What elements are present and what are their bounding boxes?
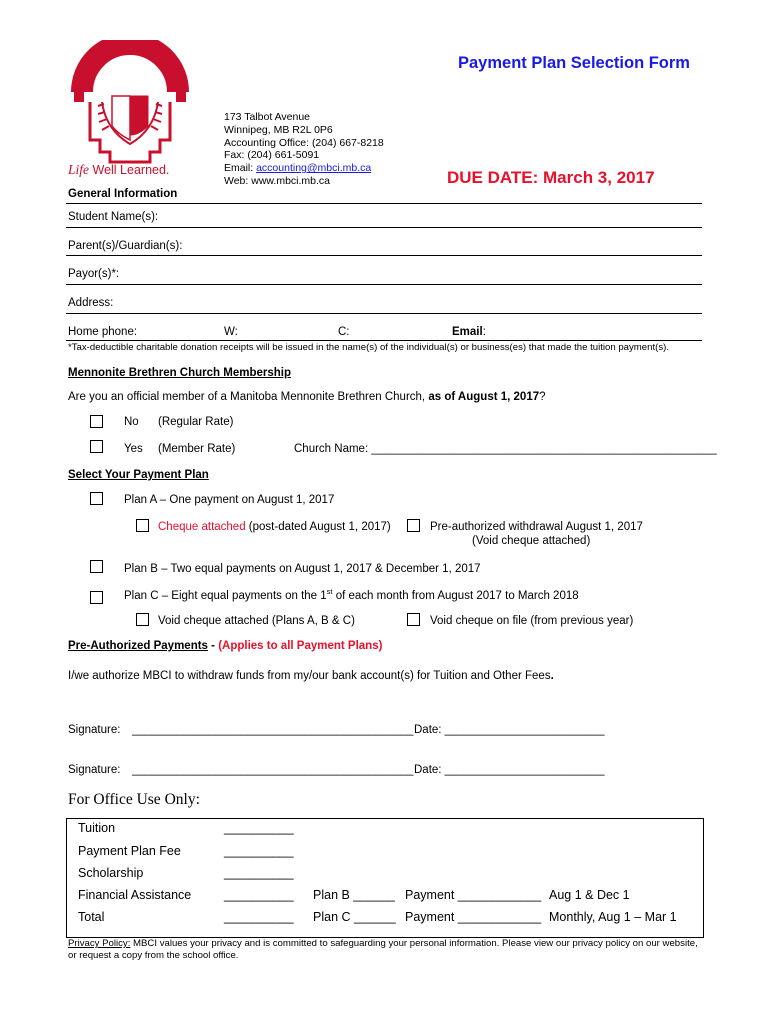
office-row-blank[interactable]: __________	[224, 910, 294, 924]
preauthorized-label: Pre-authorized withdrawal August 1, 2017	[430, 521, 643, 533]
crest-icon	[66, 40, 196, 170]
no-label: No	[124, 416, 139, 428]
payor-field[interactable]	[66, 284, 702, 285]
yes-label: Yes	[124, 443, 143, 455]
home-phone-label: Home phone:	[68, 326, 138, 338]
work-phone-label: W:	[224, 326, 238, 338]
privacy-policy-link[interactable]: Privacy Policy:	[68, 938, 131, 949]
phone-field[interactable]	[66, 340, 702, 341]
plan-a-label: Plan A – One payment on August 1, 2017	[124, 494, 335, 506]
plan-c-office-field[interactable]: Plan C ______	[313, 910, 396, 924]
payment-plan-heading: Select Your Payment Plan	[68, 469, 209, 481]
office-row-label: Tuition	[78, 821, 116, 835]
email-label: Email:	[452, 326, 486, 338]
address-field[interactable]	[66, 313, 702, 314]
church-name-field[interactable]: Church Name: ______________________________________________________	[294, 443, 717, 455]
email-line: Email: accounting@mbci.mb.ca	[224, 162, 372, 175]
payment-office-field[interactable]: Payment ____________	[405, 910, 542, 924]
member-rate-label: (Member Rate)	[158, 443, 236, 455]
preauth-text: I/we authorize MBCI to withdraw funds from my/our bank account(s) for Tuition and Other Fees.	[68, 670, 554, 682]
void-on-file-label: Void cheque on file (from previous year)	[430, 615, 634, 627]
regular-rate-label: (Regular Rate)	[158, 416, 234, 428]
preauth-heading: Pre-Authorized Payments - (Applies to all Payment Plans)	[68, 640, 383, 652]
schedule-label: Monthly, Aug 1 – Mar 1	[549, 910, 677, 924]
date-field[interactable]: Date: _________________________	[414, 724, 605, 736]
plan-a-checkbox[interactable]	[90, 492, 103, 505]
office-row-label: Total	[78, 910, 105, 924]
plan-b-checkbox[interactable]	[90, 560, 103, 573]
office-row-blank[interactable]: __________	[224, 844, 294, 858]
office-row-blank[interactable]: __________	[224, 888, 294, 902]
plan-c-checkbox[interactable]	[90, 591, 103, 604]
plan-c-label: Plan C – Eight equal payments on the 1st of each month from August 2017 to March 2018	[124, 587, 579, 602]
signature-field[interactable]: ____________________________________________	[132, 764, 414, 776]
office-row-label: Scholarship	[78, 866, 144, 880]
school-address	[224, 111, 384, 188]
void-attached-checkbox[interactable]	[136, 613, 149, 626]
address-line: 173 Talbot Avenue	[224, 111, 311, 123]
void-cheque-note: (Void cheque attached)	[472, 535, 591, 547]
student-name-label: Student Name(s):	[68, 211, 159, 223]
plan-b-office-field[interactable]: Plan B ______	[313, 888, 396, 902]
due-date: DUE DATE: March 3, 2017	[447, 168, 655, 187]
void-on-file-checkbox[interactable]	[407, 613, 420, 626]
preauthorized-checkbox[interactable]	[407, 519, 420, 532]
form-title: Payment Plan Selection Form	[458, 54, 690, 72]
office-row-blank[interactable]: __________	[224, 821, 294, 835]
void-attached-label: Void cheque attached (Plans A, B & C)	[158, 615, 355, 627]
parent-guardian-label: Parent(s)/Guardian(s):	[68, 240, 183, 252]
address-line: Accounting Office: (204) 667-8218	[224, 136, 384, 149]
cheque-attached-checkbox[interactable]	[136, 519, 149, 532]
plan-b-label: Plan B – Two equal payments on August 1, 2017 & December 1, 2017	[124, 563, 481, 575]
office-use-heading: For Office Use Only:	[68, 791, 200, 808]
payor-label: Payor(s)*:	[68, 268, 120, 280]
parent-guardian-field[interactable]	[66, 255, 702, 256]
schedule-label: Aug 1 & Dec 1	[549, 888, 630, 902]
membership-question: Are you an official member of a Manitoba Mennonite Brethren Church, as of August 1, 2017?	[68, 391, 546, 403]
general-info-heading: General Information	[68, 188, 178, 200]
membership-heading: Mennonite Brethren Church Membership	[68, 367, 291, 379]
no-checkbox[interactable]	[90, 415, 103, 428]
address-label: Address:	[68, 297, 114, 309]
office-row-label: Payment Plan Fee	[78, 844, 181, 858]
date-field[interactable]: Date: _________________________	[414, 764, 605, 776]
tax-footnote: *Tax-deductible charitable donation receipts will be issued in the name(s) of the individual(s) or business(es) that made the tuition payment(s).	[68, 342, 669, 353]
office-row-label: Financial Assistance	[78, 888, 192, 902]
office-row-blank[interactable]: __________	[224, 866, 294, 880]
signature-label: Signature:	[68, 764, 121, 776]
address-line: Fax: (204) 661-5091	[224, 149, 320, 162]
svg-text:M.B.C.I.: M.B.C.I.	[96, 72, 164, 92]
payment-office-field[interactable]: Payment ____________	[405, 888, 542, 902]
email-link[interactable]: accounting@mbci.mb.ca	[256, 162, 372, 175]
school-logo	[66, 40, 196, 190]
yes-checkbox[interactable]	[90, 440, 103, 453]
divider	[66, 203, 702, 204]
privacy-policy-text: Privacy Policy: MBCI values your privacy and is committed to safeguarding your personal information. Please view our privacy policy on our website, or request a copy from the school office.	[68, 938, 698, 961]
school-tagline: Life Well Learned.	[68, 162, 170, 177]
cell-phone-label: C:	[338, 326, 350, 338]
web-line: Web: www.mbci.mb.ca	[224, 174, 330, 187]
signature-label: Signature:	[68, 724, 121, 736]
address-line: Winnipeg, MB R2L 0P6	[224, 123, 333, 136]
student-name-field[interactable]	[66, 227, 702, 228]
cheque-attached-label: Cheque attached (post-dated August 1, 2017)	[158, 521, 391, 533]
signature-field[interactable]: ____________________________________________	[132, 724, 414, 736]
